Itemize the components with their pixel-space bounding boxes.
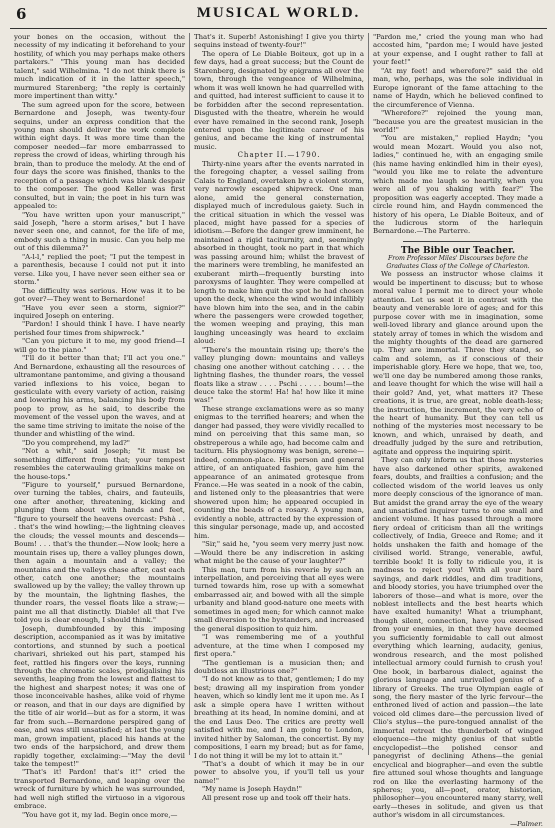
paragraph: "Pardon me," cried the young man who had accosted him, "pardon me; I would have jested at your expense, and I ought rather to fall at your feet!" xyxy=(373,33,543,67)
paragraph: "The gentleman is a musician then; and doubtless an illustrious one?" xyxy=(194,658,364,675)
column-3 xyxy=(368,33,547,828)
paragraph: This man, turn from his reverie by such an interpellation, and perceiving that all eyes were turned towards him, rose up with a somewhat embarrassed air, and bowed with all the simple urbanity and bland good-nature one meets with sometimes in aged men; for which cannot make small diversion to the bystanders, and increased the general disposition to quiz him. xyxy=(194,565,364,633)
paragraph: "I'll do it better than that; I'll act you one." And Bernardone, exhausting all the resources of ultramontane pantomime, and giving a thousand varied inflexions to his voice, began to gesticulate with every variety of action, raising and lowering his arms, balancing his body from poop to prow, as he said, to describe the movement of the vessel upon the waves, and at the same time striving to imitate the noise of the thunder and whistling of the wind. xyxy=(14,354,185,439)
paragraph: "There's the mountain rising up; there's the valley plunging down: mountains and valleys chasing one another without catching . . . . the lightning flashes, the thunder roars, the vessel floats like a straw . . . . Pschi . . . . . boum!—the deuce take the storm! Ha! ha! how like it mine was!" xyxy=(194,345,364,405)
paragraph: The sum agreed upon for the score, between Bernardone and Joseph, was twenty-four sequins, under an express condition that the young man should deliver the work complete within eight days. It was more time than the composer needed—far more embarrassed to repress the crowd of ideas, whirling through his brain, than to produce the melody. At the end of four days the score was finished, thanks to the reception of a passage which was blank despair to the composer. The good Keller was first consulted, but in vain; the poet in his turn was appealed to: xyxy=(14,100,185,211)
chapter-heading: Chapter II.—1790. xyxy=(237,151,321,160)
paragraph: "I was remembering me of a youthful adventure, at the time when I composed my first opera." xyxy=(194,633,364,659)
paragraph: "Have you ever seen a storm, signior?" inquired Joseph on entering. xyxy=(14,303,185,320)
paragraph: That's it. Superb! Astonishing! I give you thirty sequins instead of twenty-four!" xyxy=(194,33,364,50)
paragraph: They can only inform us that those mysteries have also darkened other spirits, awakened fears, doubts, and frailties a confusion; and the collected wisdom of the world leaves us only more deeply conscious of the ignorance of man. But amidst the grand array the eye of the weary and unsatisfied inquirer turns to one small and ancient volume. It has passed through a more fiery ordeal of criticism than all the writings collectively, of India, Greece and Rome; and it holds unshaken the faith and homage of the civilised world. Strange, venerable, awful, terrible book! It is folly to ridicule you, it is madness to reject you! With all your hard sayings, and dark riddles, and dim traditions, and bloody stories, you have triumphed over the laborers of those—and what is more, over the noblest intellects and the best hearts which have exalted humanity! What a triumphant, though silent, connection, have you exercised from your enemies, in that they have deemed you sufficiently formidable to call out almost everything which learning, audacity, genius, wondrous research, and the most polished intellectual armory could furnish to crush you! One book, in barbarous dialect, against the glorious language and unrivalled genius of a library of Greeks. The true Olympian eagle of song, the fiery master of the lyric fervour—the enthroned lived of action and passion—the late voiced old climes dare—the percussion lived of Clio's stylus—the pure-tongued annalist of the immortal retreat the thunderbolt of winged eloquence—the mighty genius of that subtle encyclopedist—the polished censor and panegyrist of declining Athens—the genial encyclical and biographer—and even the subtle fire attuned soul whose thoughts and language rod on like the everlasting harmony of the spheres; you, all—poet, orator, historian, philosopher—you encountered many starry, well early—theses in solitude, and given us that author's wisdom in all circumstances. xyxy=(373,456,543,820)
paragraph: "I do not know as to that, gentlemen; I do my best; drawing all my inspiration from yonder heaven, which so kindly lent me it upon me. As I ask a simple opera have I written without breathing at its head, In nomine domini, and at the end Laus Deo. The critics are pretty well satisfied with me, and I am going to London, invited hither by Saloman, the concertist. By my compositions, I earn my bread; but as for fame, I do not thing it will be my lot to attain it." xyxy=(194,675,364,760)
paragraph: your bones on the occasion, without the necessity of my indicating it beforehand to your hostility, of which you may perhaps make others partakers." "This young man has decided talent," said Wilhelmina. "I do not think there is much indication of it in the latter speech," murmured Starenberg; "the reply is certainly more impertinent than witty." xyxy=(14,33,185,101)
paragraph: "Sir," said he, "you seem very merry just now.—Would there be any indiscretion in asking what might be the cause of your laughter?" xyxy=(194,540,364,566)
paragraph: "That's a doubt of which it may be in our power to absolve you, if you'll tell us your name!" xyxy=(194,759,364,785)
paragraph: "That's it! Pardon! that's it!" cried the transported Bernardone, and leaping over the wreck of furniture by which he was surrounded, had well nigh stifled the virtuoso in a vigorous embrace. xyxy=(14,768,185,811)
paragraph: We possess an instructor whose claims it would be impertinent to discuss; but to whose moral value I permit me to direct your whole attention. Let us seat it in contrast with the beauty and venerable lore of ages; and for this purpose cover with me in imagination, some well-loved library and glance around upon the stately array of tomes in which the wisdom and the mighty thoughts of the dead are garnered up. They are immortal. Three they stand, so calm and solemn, as if conscious of their imperishable glory. Here we hope, that we, too, we'll one day be numbered among those ranks, and leave thought for which the wise will hail a their gold? And, yet, what matters it? These creations, it is true, are great, noble death-less; the instruction, the increment, the very echo of the heart of humanity. But they can tell us nothing of the mysteries most necessary to be known, and which, unraised by death, and dreadfully judged by the sure and retribution, agitate and oppress the inquiring spirit. xyxy=(373,270,543,456)
page-header xyxy=(10,0,547,29)
paragraph: "My name is Joseph Haydn!" xyxy=(202,785,302,794)
page-number: 6 xyxy=(16,5,27,23)
paragraph: "You have got it, my lad. Begin once more,— xyxy=(22,810,178,819)
column-2 xyxy=(189,33,368,802)
paragraph: All present rose up and took off their hats. xyxy=(202,793,351,802)
running-title: MUSICAL WORLD. xyxy=(196,5,361,21)
paragraph: Thirty-nine years after the events narrated in the foregoing chapter, a vessel sailing from Calais to England, overtaken by a violent storm, very narrowly escaped shipwreck. One man alone, amid the general consternation, displayed much of incredulous gaiety. Such in the critical situation in which the vessel was placed, might have passed for a species of idiotism.—Before the danger grew imminent, he maintained a rigid taciturnity, and, seemingly absorbed in thought, took no part in that which was passing around him; whilst the bravest of the mariners were trembling, he manifested an exuberant mirth—frequently bursting into paroxysms of laughter. They were compelled at length to make him quit the spot he had chosen upon the deck, whence the wind would infallibly have blown him into the sea, and in the cabin where the passengers were crowded together, the women weeping and praying, this man laughing unceasingly was heard to exclaim aloud: xyxy=(194,159,364,346)
paragraph: "Pardon! I should think I have. I have nearly perished four times from shipwreck." xyxy=(14,320,185,337)
paragraph: "Wherefore?" rejoined the young man, "because you are the greatest musician in the world!" xyxy=(373,109,543,134)
paragraph: "A-l-l," replied the poet; "I put the tempest in a parenthesis, because I could not put it into verse. Like you, I have never seen either sea or storm." xyxy=(14,252,185,287)
paragraph: "You are mistaken," replied Haydn; "you would mean Mozart. Would you also not, ladies," continued he, with an engaging smile (his name having enkindled him in their eyes), "would you like me to relate the adventure which made me laugh so heartily, when you were all of you shaking with fear?" The proposition was eagerly accepted. They made a circle round him, and Haydn commenced the history of his opera, Le Diable Boiteux, and of the ludicrous storm of the harlequin Bernardone.—The Parterre. xyxy=(373,134,543,236)
signature: —Palmer. xyxy=(510,819,543,828)
columns xyxy=(10,33,547,828)
section-subtitle: From Professor Miles' Discourses before the Graduates Class of the College of Charleston. xyxy=(386,255,530,270)
paragraph: These strange exclamations were as so many enigmas to the terrified hearers; and when the danger had passed, they were vividly recalled to mind on perceiving that this same man, so obstreperous a while ago, had become calm and taciturn. His physiognomy was benign, serene—indeed, common-place. His person and general attire, of an antiquated fashion, gave him the appearance of an animated grotesque from France.—He was seated in a nook of the cabin, and listened only to the pleasantries that were showered upon him; he appeared occupied in counting the beads of a rosary. A young man, evidently a noble, attracted by the expression of this singular personage, made up, and accosted him. xyxy=(194,404,364,540)
paragraph: "Do you comprehend, my lad?" xyxy=(22,438,130,447)
paragraph: "You have written upon your manuscript," said Joseph, "here a storm arises," but I have never seen one, and cannot, for the life of me, embody such a thing in music. Can you help me out of this dilemma?" xyxy=(14,210,185,253)
paragraph: The opera of Le Diable Boiteux, got up in a few days, had a great success; but the Count de Starenberg, designated by epigrams all over the town, through the vengeance of Wilhelmina, whom it was well known he had quarrelled with and quitted, had interest sufficient to cause it to be forbidden after the second representation. Disgusted with the theatre, wherein he would ever have remained in the second rank, Joseph entered upon the legitimate career of his genius, and became the king of instrumental music. xyxy=(194,49,364,151)
section-title: The Bible our Teacher. xyxy=(400,245,516,256)
paragraph: "At my feet! and wherefore?" said the old man, who, perhaps, was the sole individual in Europe ignorant of the fame attaching to the name of Haydn, which he believed confined to the circumference of Vienna. xyxy=(373,66,543,109)
section-divider xyxy=(403,241,513,242)
paragraph: "Figure to yourself," pursued Bernardone, over turning the tables, chairs, and fauteuils, one after another, threatening, kicking and plunging them about with hands and feet, "figure to yourself the heavens overcast: Pshà . . . that's the wind howling;—the lightning cleaves the clouds; the vessel mounts and descends—Boum! . . . that's the thunder.—Now look; here a mountain rises up, there a valley plunges down, then again a mountain and a valley; the mountains and the valleys chase after, cast each other, catch one another; the mountains swallowed up by the valley; the valley thrown up by the mountain, the lightning flashes, the thunder roars, the vessel floats like a straw;—paint me all that distinctly. Diable! all that I've told you is clear enough, I should think." xyxy=(14,481,185,625)
paragraph: The difficulty was serious. How was it to be got over?—They went to Bernardone! xyxy=(14,286,185,304)
paragraph: "Not a whit," said Joseph; "it must be something different from that; your tempest resembles the caterwauling grimalkins make on the house-tops." xyxy=(14,447,185,481)
paragraph: "Can you picture it to me, my good friend—I will go to the piano." xyxy=(14,337,185,354)
column-1 xyxy=(10,33,189,819)
paragraph: Joseph, dumbfounded by this imposing description, accompanied as it was by imitative contortions, and stunned by such a poetical charivari, shrieked out his part, stamped his feet, rattled his fingers over the keys, running through the chromatic scales, prodigalising his sevenths, leaping from the lowest and flattest to the highest and sharpest notes; it was one of those inconceivable hashes, alike void of rhyme or reason, and that in our days are dignified by the title of air world—but as for a storm, it was far from such.—Bernardone perspired gang of ease, and was still unsatisfied; at last the young man, grown impatient, placed his hands at the two ends of the harpsichord, and drew them rapidly together, exclaiming:—"May the devil take the tempest!" xyxy=(14,624,185,768)
